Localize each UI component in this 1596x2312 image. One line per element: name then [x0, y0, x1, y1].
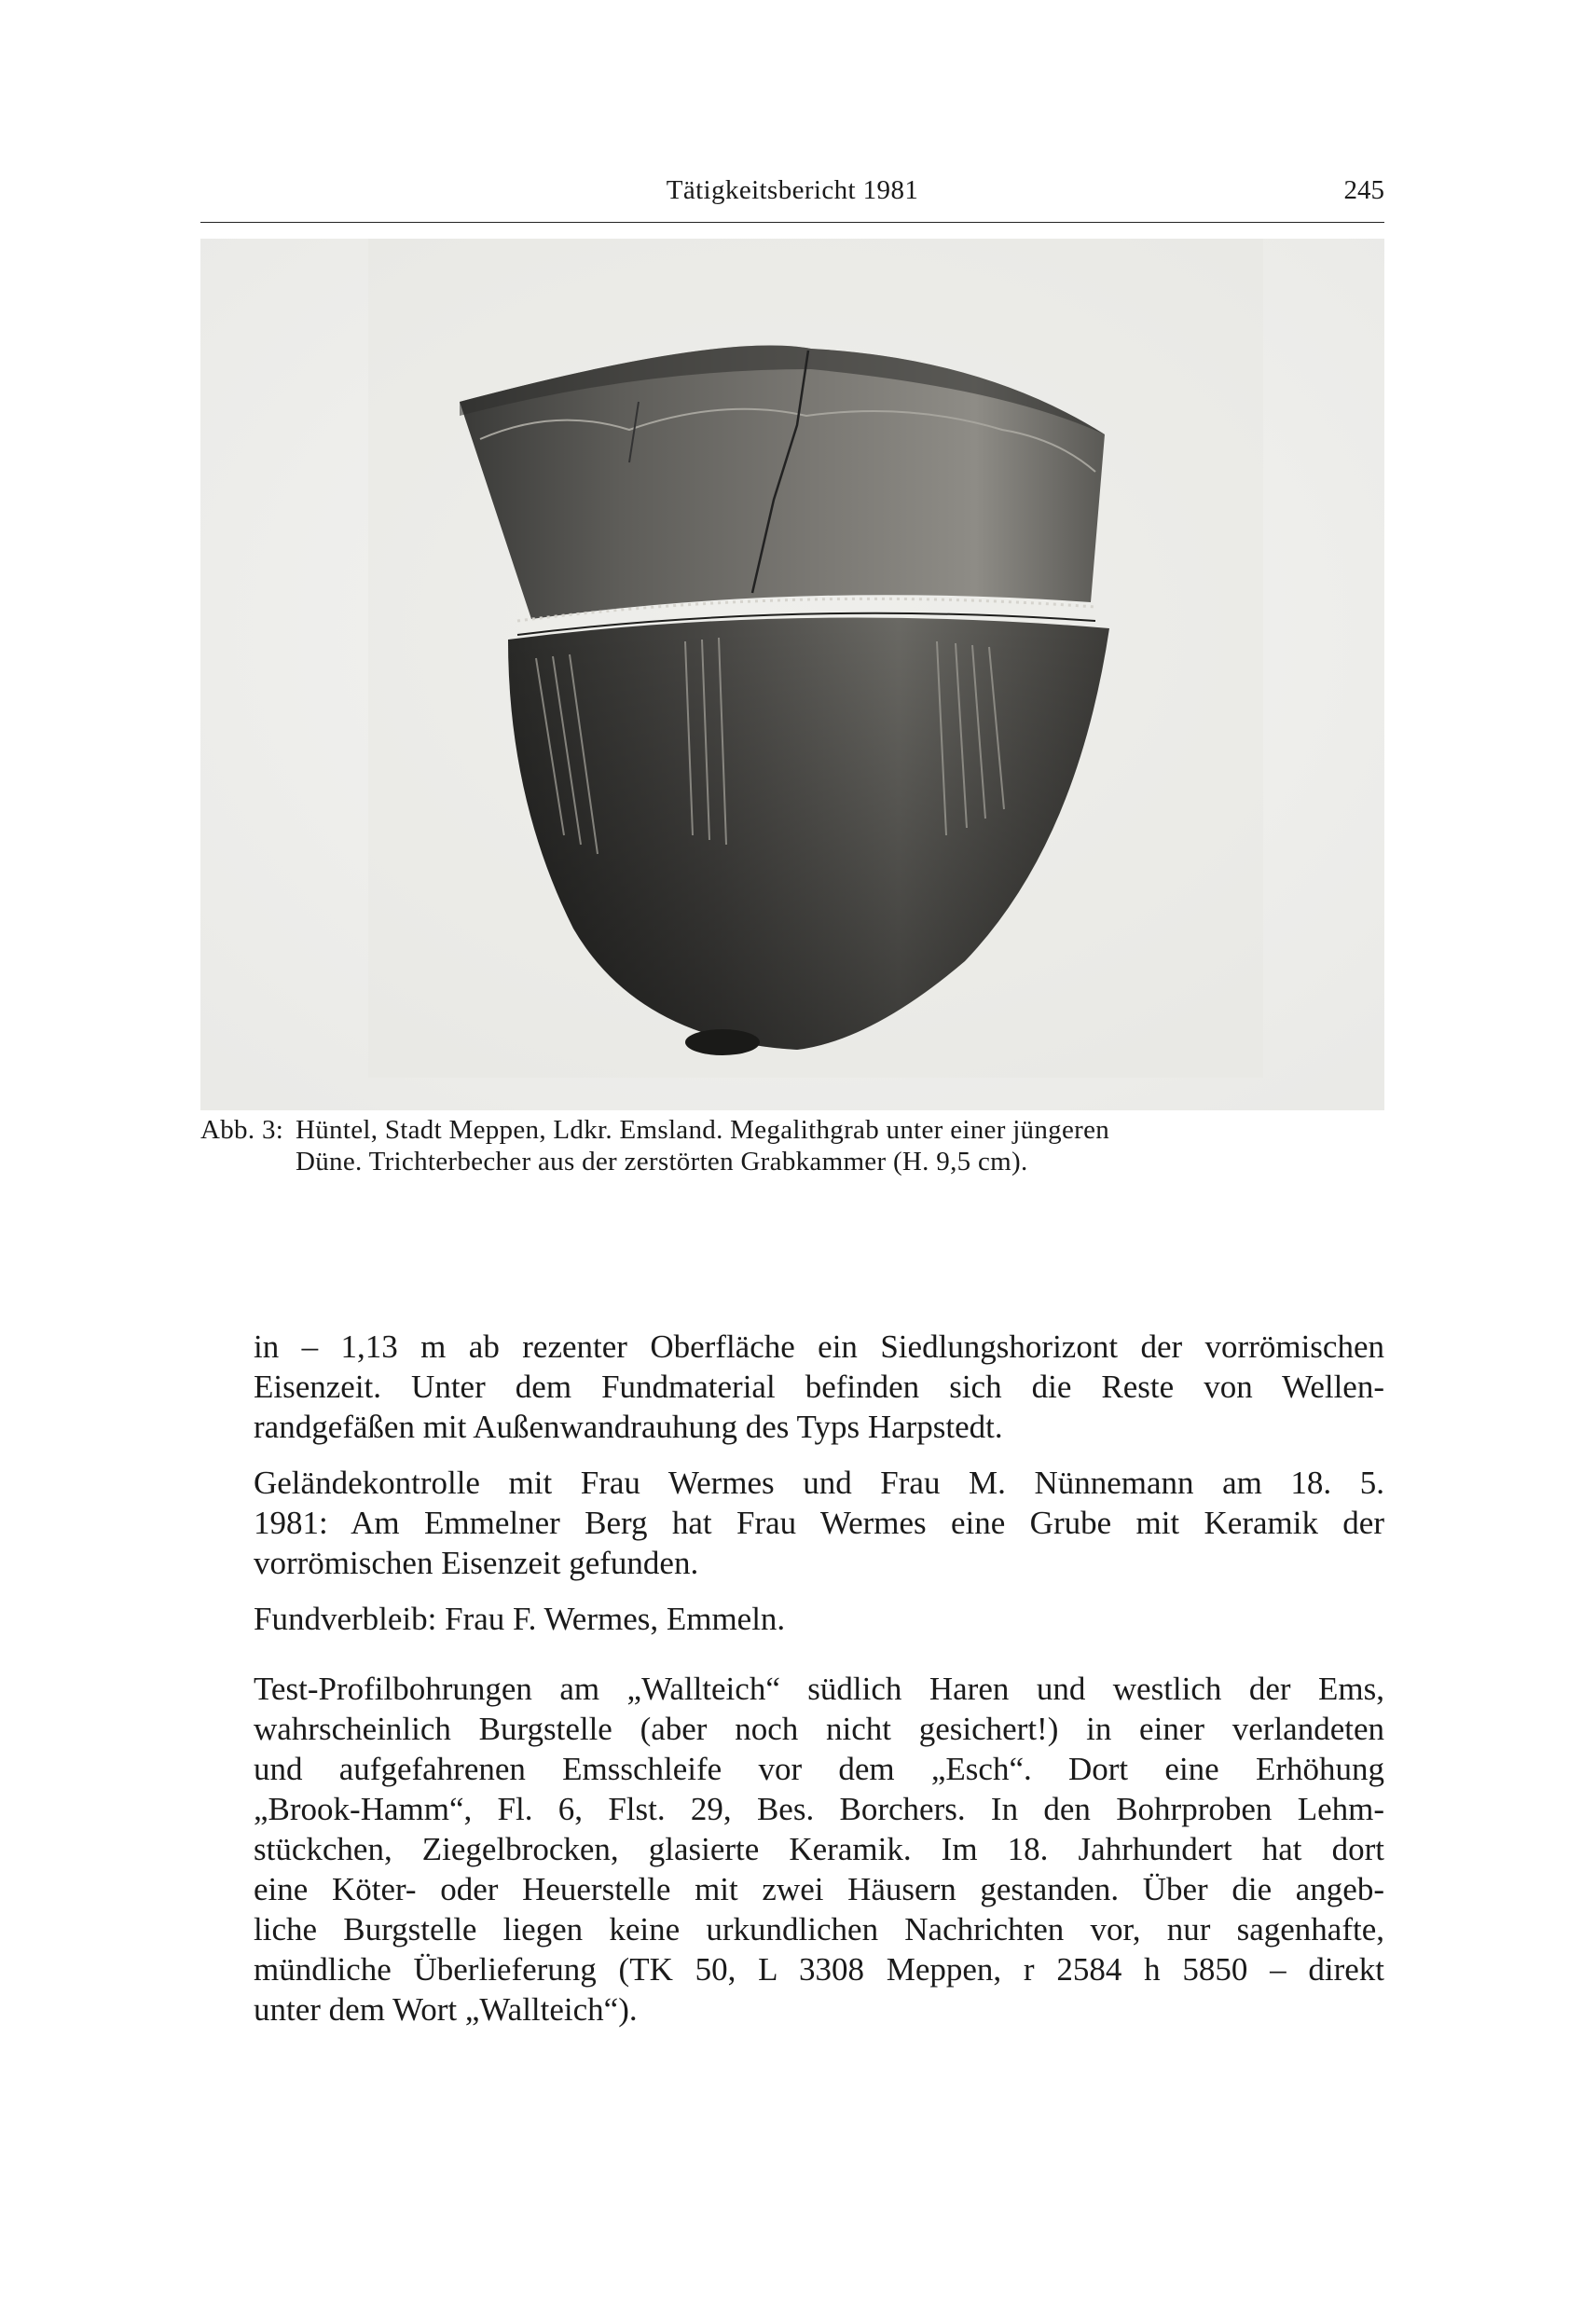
text-line: wahrscheinlich Burgstelle (aber noch nicht gesichert!) in einer verlandeten — [254, 1711, 1384, 1747]
figure-photo — [200, 239, 1384, 1110]
running-header — [200, 175, 1384, 213]
paragraph — [254, 1599, 1384, 1639]
paragraph — [254, 1463, 1384, 1583]
text-line: Geländekontrolle mit Frau Wermes und Frau M. Nünnemann am 18. 5. — [254, 1465, 1384, 1501]
paragraph — [254, 1327, 1384, 1447]
paragraph — [254, 1669, 1384, 2030]
text-line: stückchen, Ziegelbrocken, glasierte Keramik. Im 18. Jahrhundert hat dort — [254, 1831, 1384, 1867]
text-line: Fundverbleib: Frau F. Wermes, Emmeln. — [254, 1601, 786, 1637]
caption-line: Hüntel, Stadt Meppen, Ldkr. Emsland. Megalithgrab unter einer jüngeren — [296, 1115, 1110, 1145]
text-line: vorrömischen Eisenzeit gefunden. — [254, 1545, 699, 1581]
text-line: unter dem Wort „Wallteich“). — [254, 1991, 638, 2028]
text-line: Eisenzeit. Unter dem Fundmaterial befinden sich die Reste von Wellen- — [254, 1369, 1384, 1405]
text-line: in – 1,13 m ab rezenter Oberfläche ein Siedlungshorizont der vorrömischen — [254, 1328, 1384, 1365]
body-text — [254, 1327, 1384, 2045]
text-line: Test-Profilbohrungen am „Wallteich“ südlich Haren und westlich der Ems, — [254, 1671, 1384, 1707]
figure-caption — [200, 1114, 1384, 1177]
text-line: „Brook-Hamm“, Fl. 6, Flst. 29, Bes. Borchers. In den Bohrproben Lehm- — [254, 1791, 1384, 1827]
figure-label: Abb. 3: — [200, 1115, 284, 1145]
text-line: eine Köter- oder Heuerstelle mit zwei Häusern gestanden. Über die angeb- — [254, 1871, 1384, 1907]
text-line: randgefäßen mit Außenwandrauhung des Typs Harpstedt. — [254, 1409, 1003, 1445]
text-line: mündliche Überlieferung (TK 50, L 3308 Meppen, r 2584 h 5850 – direkt — [254, 1951, 1384, 1988]
text-line: liche Burgstelle liegen keine urkundlichen Nachrichten vor, nur sagenhafte, — [254, 1911, 1384, 1947]
text-line: 1981: Am Emmelner Berg hat Frau Wermes eine Grube mit Keramik der — [254, 1505, 1384, 1541]
page-number: 245 — [1343, 175, 1384, 205]
header-rule — [200, 222, 1384, 223]
caption-line: Düne. Trichterbecher aus der zerstörten Grabkammer (H. 9,5 cm). — [296, 1147, 1028, 1177]
running-title: Tätigkeitsbericht 1981 — [666, 175, 919, 205]
funnel-beaker-photo — [200, 239, 1384, 1110]
text-line: und aufgefahrenen Emsschleife vor dem „Esch“. Dort eine Erhöhung — [254, 1751, 1384, 1787]
